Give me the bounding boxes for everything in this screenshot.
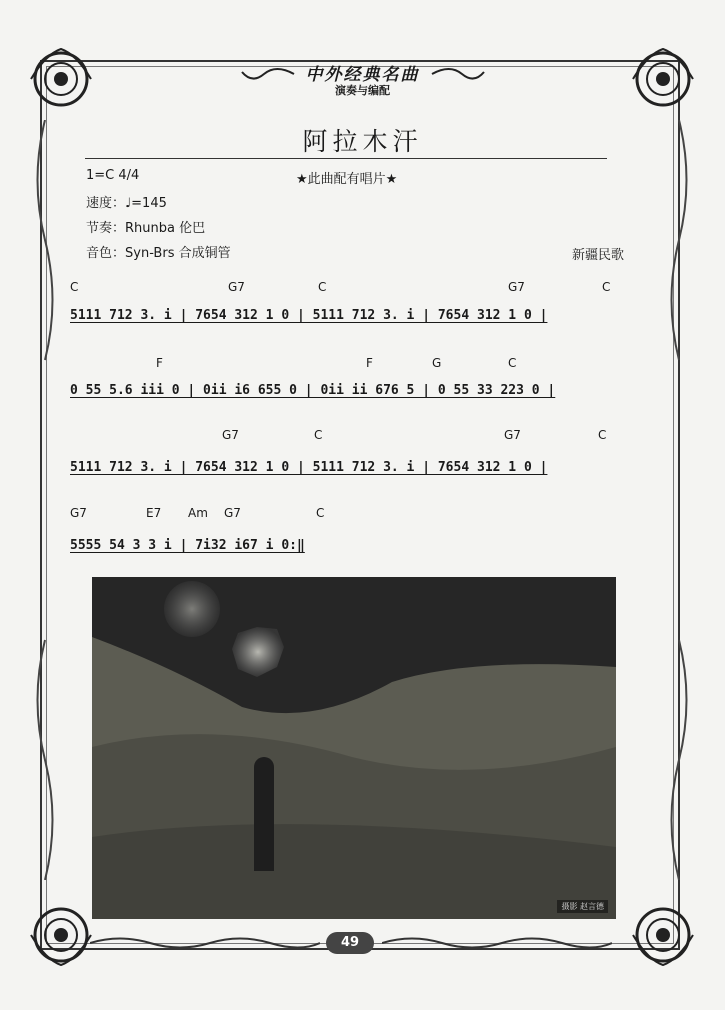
left-side-ornament <box>30 120 60 880</box>
series-title: 中外经典名曲 <box>305 65 420 85</box>
chord-label: C <box>602 280 611 294</box>
chord-label: F <box>156 356 163 370</box>
right-side-ornament <box>664 120 694 880</box>
notation-line-2: 0 55 5.6 iii 0 | 0ii i6 655 0 | 0ii ii 676 5 | 0 55 33 223 0 | <box>70 383 556 398</box>
chord-label: C <box>318 280 327 294</box>
quarter-note-icon: ♩ <box>125 196 132 211</box>
chord-line-2 <box>70 356 642 372</box>
rhythm-value: Rhunba 伦巴 <box>125 221 206 236</box>
chord-label: Am <box>188 506 208 520</box>
notation-line-4: 5555 54 3 3 i | 7i32 i67 i 0:‖ <box>70 538 305 553</box>
corner-ornament-bottom-left <box>26 900 96 970</box>
tone-value: Syn-Brs 合成铜管 <box>125 246 231 261</box>
song-origin: 新疆民歌 <box>572 248 625 263</box>
chord-line-4 <box>70 506 642 522</box>
notation-line-1: 5111 712 3. i | 7654 312 1 0 | 5111 712 3. i | 7654 312 1 0 | <box>70 308 548 323</box>
rhythm-label: 节奏： <box>86 221 126 236</box>
tone-row <box>86 242 231 261</box>
title-rule <box>85 158 607 159</box>
chord-label: G7 <box>228 280 245 294</box>
page-number: 49 <box>326 932 374 954</box>
chord-label: C <box>316 506 325 520</box>
chord-label: G7 <box>504 428 521 442</box>
chord-label: G7 <box>70 506 87 520</box>
tempo-label: 速度： <box>86 196 126 211</box>
chord-label: C <box>314 428 323 442</box>
chord-label: G7 <box>224 506 241 520</box>
landscape-photo <box>92 577 616 919</box>
chord-label: C <box>70 280 79 294</box>
chord-label: G7 <box>222 428 239 442</box>
tone-label: 音色： <box>86 246 126 261</box>
recording-note: ★此曲配有唱片★ <box>296 172 398 187</box>
song-title: 阿拉木汗 <box>302 127 423 156</box>
chord-line-1 <box>70 280 642 296</box>
chord-label: C <box>508 356 517 370</box>
corner-ornament-bottom-right <box>628 900 698 970</box>
chord-label: C <box>598 428 607 442</box>
rhythm-row <box>86 217 205 236</box>
bottom-ornament-right <box>382 934 612 952</box>
chord-label: G <box>432 356 442 370</box>
tempo-value: =145 <box>131 196 167 211</box>
series-subtitle: 演奏与编配 <box>335 84 390 97</box>
key-meter: 1=C 4/4 <box>86 168 140 183</box>
bottom-ornament-left <box>90 934 320 952</box>
chord-label: G7 <box>508 280 525 294</box>
tempo-row <box>86 192 167 211</box>
photo-credit: 摄影 赵言德 <box>557 900 608 913</box>
chord-line-3 <box>70 428 642 444</box>
chord-label: E7 <box>146 506 162 520</box>
notation-line-3: 5111 712 3. i | 7654 312 1 0 | 5111 712 3. i | 7654 312 1 0 | <box>70 460 548 475</box>
chord-label: F <box>366 356 373 370</box>
